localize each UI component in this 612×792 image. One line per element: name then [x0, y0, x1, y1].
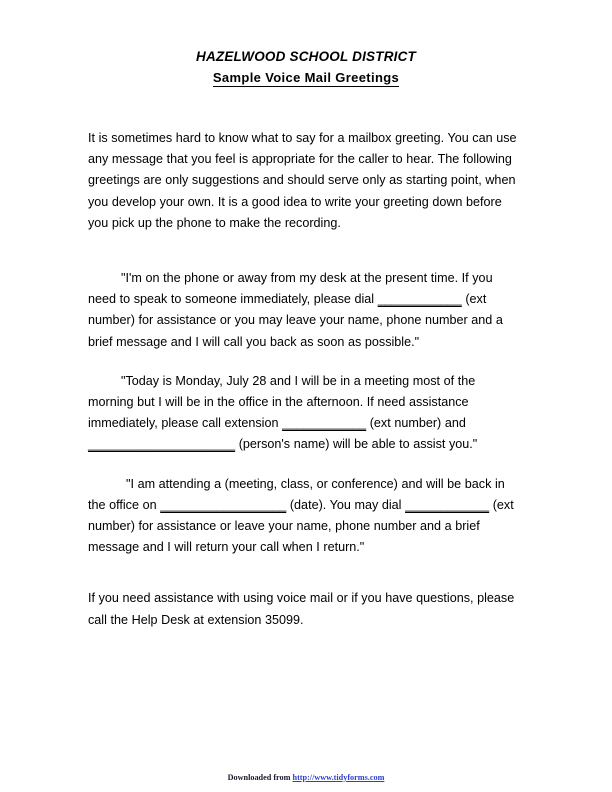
greeting-two-paragraph — [88, 371, 520, 456]
greeting-two-blank-1: ____________ — [282, 416, 367, 431]
spacer-after-greeting-one — [88, 353, 520, 371]
spacer-after-intro — [88, 234, 520, 268]
greeting-one-text-1: "I'm on the phone or away from my desk at the present time. If you need to speak to someone immediately, please dial — [88, 271, 493, 307]
document-title: HAZELWOOD SCHOOL DISTRICT — [196, 49, 416, 64]
greeting-one-paragraph — [88, 268, 520, 353]
document-body — [88, 128, 520, 631]
intro-paragraph: It is sometimes hard to know what to say for a mailbox greeting. You can use any message that you feel is appropriate for the caller to hear. The following greetings are only suggestions and should serve only as starting point, when you develop your own. It is a good idea to write your greeting down before you pick up the phone to make the recording. — [88, 131, 517, 230]
greeting-three-blank-1: __________________ — [160, 497, 287, 512]
greeting-three-paragraph — [88, 474, 520, 559]
greeting-three-text-1: "I am attending a (meeting, class, or conference) and will be back in the office on — [88, 476, 505, 512]
greeting-two-text-3: (person's name) will be able to assist you." — [235, 437, 478, 452]
document-subtitle-text: Sample Voice Mail Greetings — [212, 70, 400, 85]
greeting-two-text-2: (ext number) and — [366, 416, 466, 431]
greeting-three-text-2: (date). You may dial — [286, 497, 406, 512]
greeting-three-text-3: (ext number) for assistance or leave your name, phone number and a brief message and I will return your call when I return." — [88, 497, 514, 555]
document-subtitle — [0, 68, 612, 88]
page-footer — [0, 772, 612, 783]
spacer-after-greeting-two — [88, 456, 520, 474]
greeting-two-text-1: "Today is Monday, July 28 and I will be in a meeting most of the morning but I will be in the office in the afternoon. If need assistance immediately, please call extension — [88, 373, 476, 431]
greeting-three-blank-2: ____________ — [405, 497, 490, 512]
footer-prefix: Downloaded from — [227, 773, 293, 782]
greeting-one-blank-1: ____________ — [377, 292, 462, 307]
greeting-two-blank-2: _____________________ — [88, 437, 236, 452]
spacer-before-closing — [88, 558, 520, 588]
document-header — [0, 48, 612, 88]
footer-source-link[interactable]: http://www.tidyforms.com — [292, 773, 385, 782]
closing-paragraph: If you need assistance with using voice mail or if you have questions, please call the Help Desk at extension 35099. — [88, 591, 515, 627]
greeting-one-text-2: (ext number) for assistance or you may leave your name, phone number and a brief message and I will call you back as soon as possible." — [88, 292, 503, 349]
